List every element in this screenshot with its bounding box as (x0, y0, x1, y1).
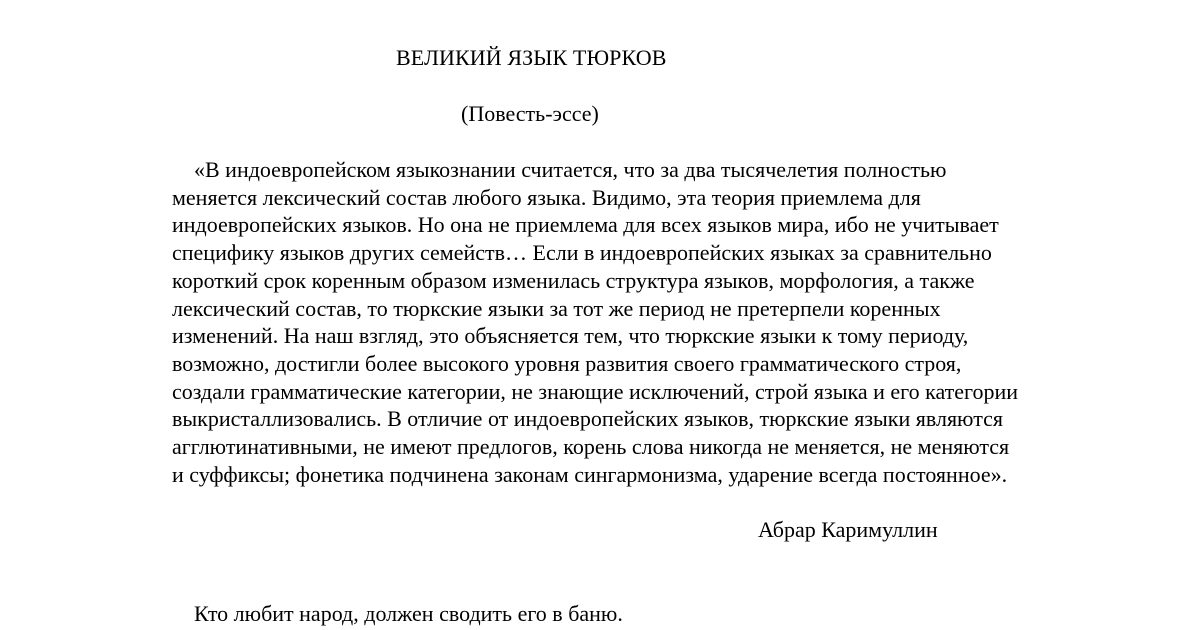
quote-line: выкристаллизовались. В отличие от индоевропейских языков, тюркские языки являются (172, 406, 1003, 432)
quote-line: изменений. На наш взгляд, это объясняется тем, что тюркские языки к тому периоду, (172, 323, 969, 349)
quote-paragraph (172, 156, 1132, 488)
quote-line: создали грамматические категории, не знающие исключений, строй языка и его категории (172, 378, 1019, 404)
quote-line: и суффиксы; фонетика подчинена законам сингармонизма, ударение всегда постоянное». (172, 461, 1008, 487)
quote-line: специфику языков других семейств… Если в индоевропейских языках за сравнительно (172, 240, 992, 266)
quote-line: индоевропейских языков. Но она не приемлема для всех языков мира, ибо не учитывает (172, 212, 999, 238)
quote-line: лексический состав, то тюркские языки за тот же период не претерпели коренных (172, 295, 941, 321)
quote-author: Абрар Каримуллин (758, 517, 938, 542)
document-title: ВЕЛИКИЙ ЯЗЫК ТЮРКОВ (396, 45, 667, 70)
quote-line: возможно, достигли более высокого уровня развития своего грамматического строя, (172, 350, 962, 376)
quote-line: меняется лексический состав любого языка. Видимо, эта теория приемлема для (172, 184, 921, 210)
quote-line: короткий срок коренным образом изменилась структура языков, морфология, а также (172, 267, 975, 293)
quote-line: «В индоевропейском языкознании считается, что за два тысячелетия полностью (194, 157, 947, 182)
epigraph: Кто любит народ, должен сводить его в баню. (194, 601, 623, 626)
document-subtitle: (Повесть-эссе) (461, 101, 599, 126)
quote-line: агглютинативными, не имеют предлогов, корень слова никогда не меняется, не меняются (172, 434, 1010, 460)
